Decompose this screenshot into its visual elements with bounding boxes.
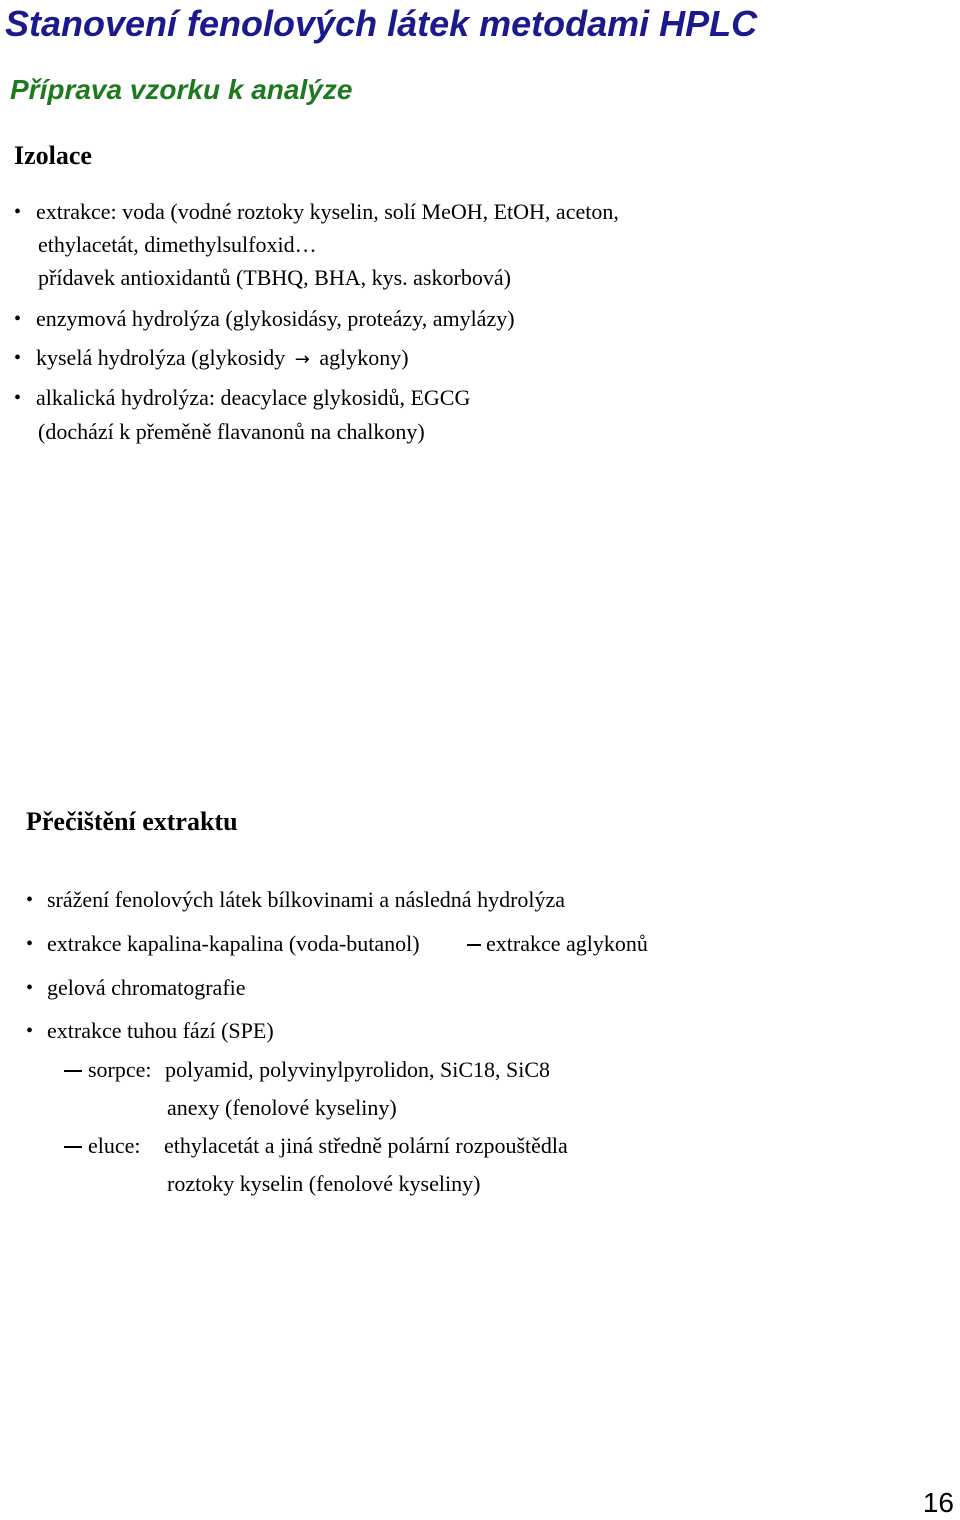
isolation-item-4-line-2: (dochází k přeměně flavanonů na chalkony)	[38, 419, 425, 444]
sorption-line-1: polyamid, polyvinylpyrolidon, SiC18, SiC8	[165, 1057, 551, 1082]
isolation-item-3-text-b: aglykony)	[319, 345, 409, 370]
isolation-item-3-text-a: kyselá hydrolýza (glykosidy	[36, 345, 286, 370]
isolation-heading: Izolace	[14, 141, 92, 170]
bullet-icon: •	[14, 308, 22, 330]
dash-icon	[64, 1146, 82, 1148]
isolation-item-1-line-2: ethylacetát, dimethylsulfoxid…	[38, 232, 317, 257]
isolation-item-3	[36, 344, 409, 374]
bullet-icon: •	[26, 889, 34, 911]
elution-line-2: roztoky kyselin (fenolové kyseliny)	[167, 1171, 481, 1196]
dash-icon	[64, 1070, 82, 1072]
purification-item-4: extrakce tuhou fází (SPE)	[47, 1018, 274, 1043]
page-number: 16	[922, 1487, 954, 1518]
purification-item-2-b: extrakce aglykonů	[486, 931, 648, 956]
purification-heading: Přečištění extraktu	[26, 807, 238, 836]
page-title: Stanovení fenolových látek metodami HPLC	[5, 3, 758, 44]
isolation-item-2: enzymová hydrolýza (glykosidásy, proteázy, amylázy)	[36, 306, 515, 331]
bullet-icon: •	[14, 387, 22, 409]
page-subtitle: Příprava vzorku k analýze	[10, 74, 353, 105]
purification-item-1: srážení fenolových látek bílkovinami a následná hydrolýza	[47, 887, 566, 912]
isolation-item-1-line-1: extrakce: voda (vodné roztoky kyselin, solí MeOH, EtOH, aceton,	[36, 199, 619, 224]
bullet-icon: •	[26, 1020, 34, 1042]
isolation-item-4-line-1: alkalická hydrolýza: deacylace glykosidů, EGCG	[36, 385, 471, 410]
bullet-icon: •	[14, 201, 22, 223]
bullet-icon: •	[26, 933, 34, 955]
elution-line-1: ethylacetát a jiná středně polární rozpouštědla	[164, 1133, 568, 1158]
sorption-label: sorpce:	[88, 1057, 152, 1082]
elution-label: eluce:	[88, 1133, 141, 1158]
purification-item-2-a: extrakce kapalina-kapalina (voda-butanol)	[47, 931, 420, 956]
bullet-icon: •	[14, 347, 22, 369]
bullet-icon: •	[26, 977, 34, 999]
dash-icon	[467, 944, 481, 946]
purification-item-3: gelová chromatografie	[47, 975, 246, 1000]
isolation-item-1-line-3: přídavek antioxidantů (TBHQ, BHA, kys. askorbová)	[38, 265, 511, 290]
sorption-line-2: anexy (fenolové kyseliny)	[167, 1095, 397, 1120]
arrow-right-icon: →	[294, 349, 310, 370]
